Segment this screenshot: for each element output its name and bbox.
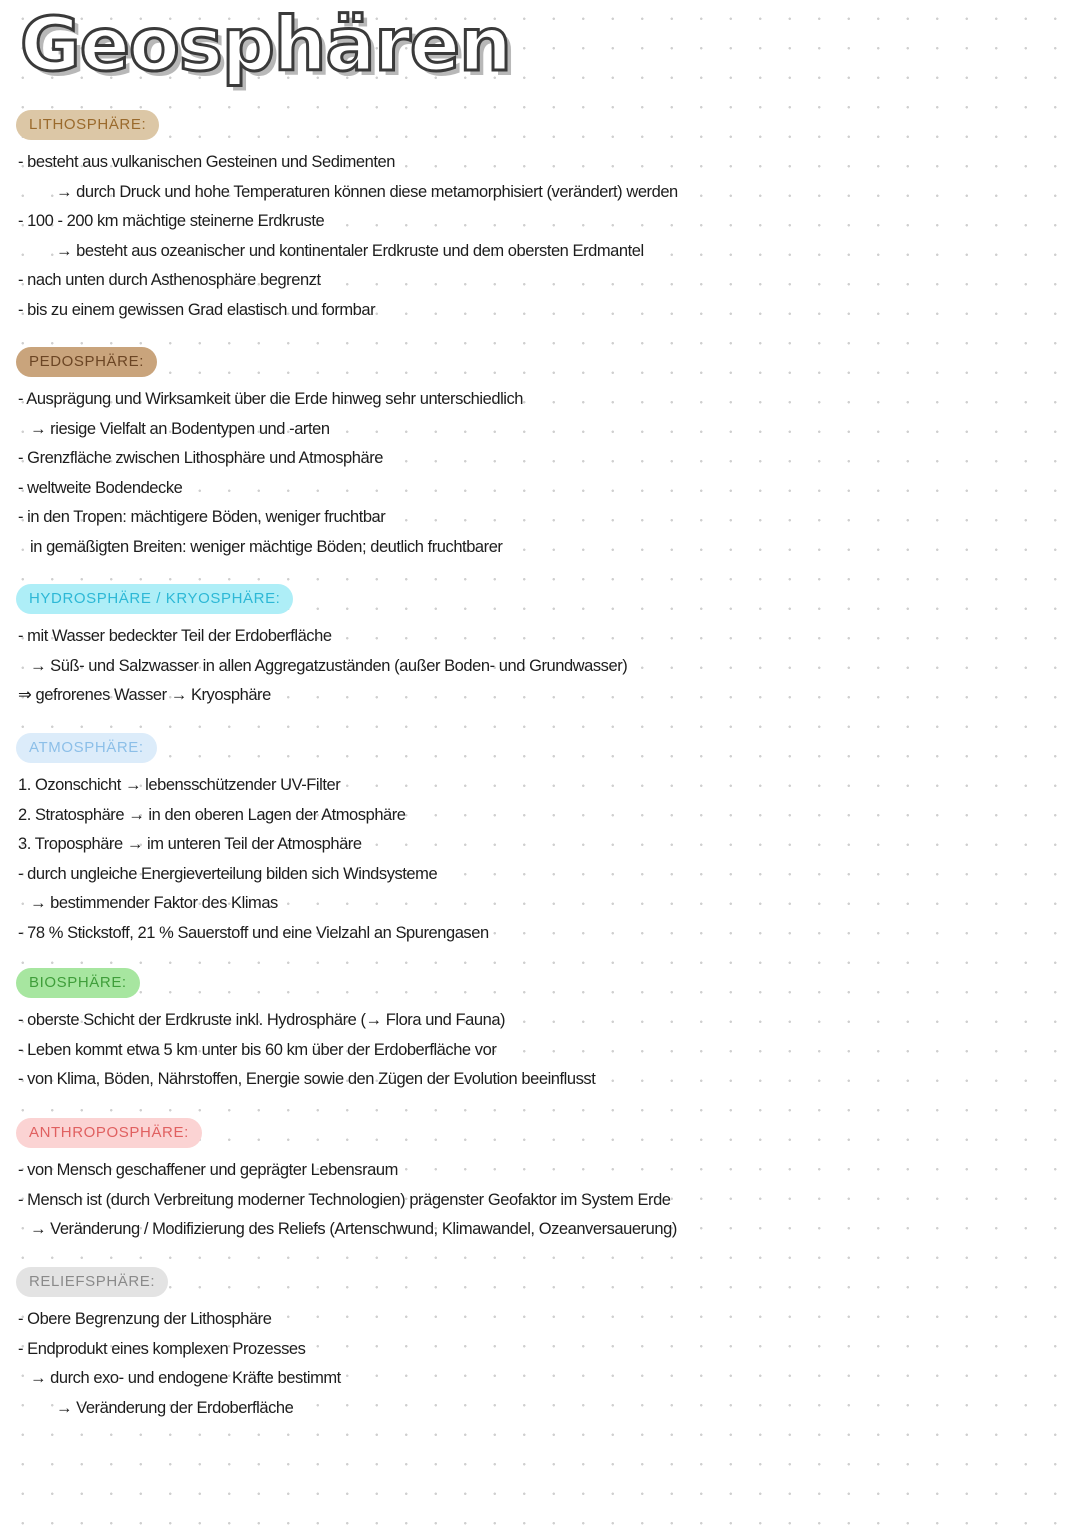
note-line: → bestimmender Faktor des Klimas — [30, 894, 278, 913]
note-line: - von Mensch geschaffener und geprägter Lebensraum — [18, 1161, 398, 1179]
note-line: - nach unten durch Asthenosphäre begrenzt — [18, 271, 321, 290]
note-line: 1. Ozonschicht → lebensschützender UV-Filter — [18, 776, 341, 794]
page-title: Geosphären — [20, 2, 511, 88]
atmosphere-notes — [0, 771, 1080, 949]
note-line: - durch ungleiche Energieverteilung bilden sich Windsysteme — [18, 864, 438, 883]
note-line: - mit Wasser bedeckter Teil der Erdoberfläche — [18, 627, 332, 645]
reliefsphere-notes — [0, 1305, 1080, 1423]
label-biosphere: BIOSPHÄRE: — [16, 968, 140, 998]
biosphere-notes — [0, 1006, 1080, 1095]
note-line: - oberste Schicht der Erdkruste inkl. Hydrosphäre (→ Flora und Fauna) — [18, 1011, 506, 1029]
lithosphere-notes — [0, 148, 1080, 326]
note-line: in gemäßigten Breiten: weniger mächtige Böden; deutlich fruchtbarer — [30, 537, 503, 556]
note-line: - Obere Begrenzung der Lithosphäre — [18, 1310, 272, 1328]
note-line: → Süß- und Salzwasser in allen Aggregatzuständen (außer Boden- und Grundwasser) — [30, 656, 628, 675]
note-line: - Mensch ist (durch Verbreitung moderner Technologien) prägenster Geofaktor im System Erde — [18, 1190, 671, 1209]
label-pedosphere: PEDOSPHÄRE: — [16, 347, 157, 377]
note-line: - 78 % Stickstoff, 21 % Sauerstoff und eine Vielzahl an Spurengasen — [18, 923, 489, 942]
note-line: - bis zu einem gewissen Grad elastisch und formbar — [18, 300, 376, 319]
note-line: - Endprodukt eines komplexen Prozesses — [18, 1339, 306, 1358]
label-reliefsphere: RELIEFSPHÄRE: — [16, 1267, 168, 1297]
note-line: - besteht aus vulkanischen Gesteinen und Sedimenten — [18, 153, 395, 171]
label-atmosphere: ATMOSPHÄRE: — [16, 733, 157, 763]
label-hydrosphere: HYDROSPHÄRE / KRYOSPHÄRE: — [16, 584, 293, 614]
label-lithosphere: LITHOSPHÄRE: — [16, 110, 159, 140]
note-line: → Veränderung / Modifizierung des Reliefs (Artenschwund, Klimawandel, Ozeanversauerung) — [30, 1220, 677, 1239]
note-line: - weltweite Bodendecke — [18, 478, 183, 497]
note-line: - von Klima, Böden, Nährstoffen, Energie sowie den Zügen der Evolution beeinflusst — [18, 1070, 596, 1089]
label-anthroposphere: ANTHROPOSPHÄRE: — [16, 1118, 202, 1148]
note-line: → riesige Vielfalt an Bodentypen und -arten — [30, 419, 330, 438]
note-line: - Ausprägung und Wirksamkeit über die Erde hinweg sehr unterschiedlich — [18, 390, 524, 408]
note-line: - Grenzfläche zwischen Lithosphäre und Atmosphäre — [18, 449, 383, 468]
note-line: → besteht aus ozeanischer und kontinentaler Erdkruste und dem obersten Erdmantel — [56, 241, 644, 260]
note-line: ⇒ gefrorenes Wasser → Kryosphäre — [18, 686, 271, 705]
hydrosphere-notes — [0, 622, 1080, 711]
note-line: → Veränderung der Erdoberfläche — [56, 1398, 294, 1417]
pedosphere-notes — [0, 385, 1080, 563]
note-line: - 100 - 200 km mächtige steinerne Erdkruste — [18, 212, 325, 231]
note-line: - in den Tropen: mächtigere Böden, weniger fruchtbar — [18, 508, 386, 527]
note-line: 2. Stratosphäre → in den oberen Lagen der Atmosphäre — [18, 805, 406, 824]
note-line: 3. Troposphäre → im unteren Teil der Atmosphäre — [18, 835, 362, 854]
anthroposphere-notes — [0, 1156, 1080, 1245]
note-line: - Leben kommt etwa 5 km unter bis 60 km über der Erdoberfläche vor — [18, 1040, 497, 1059]
note-line: → durch exo- und endogene Kräfte bestimmt — [30, 1369, 341, 1388]
note-line: → durch Druck und hohe Temperaturen können diese metamorphisiert (verändert) werden — [56, 182, 678, 201]
